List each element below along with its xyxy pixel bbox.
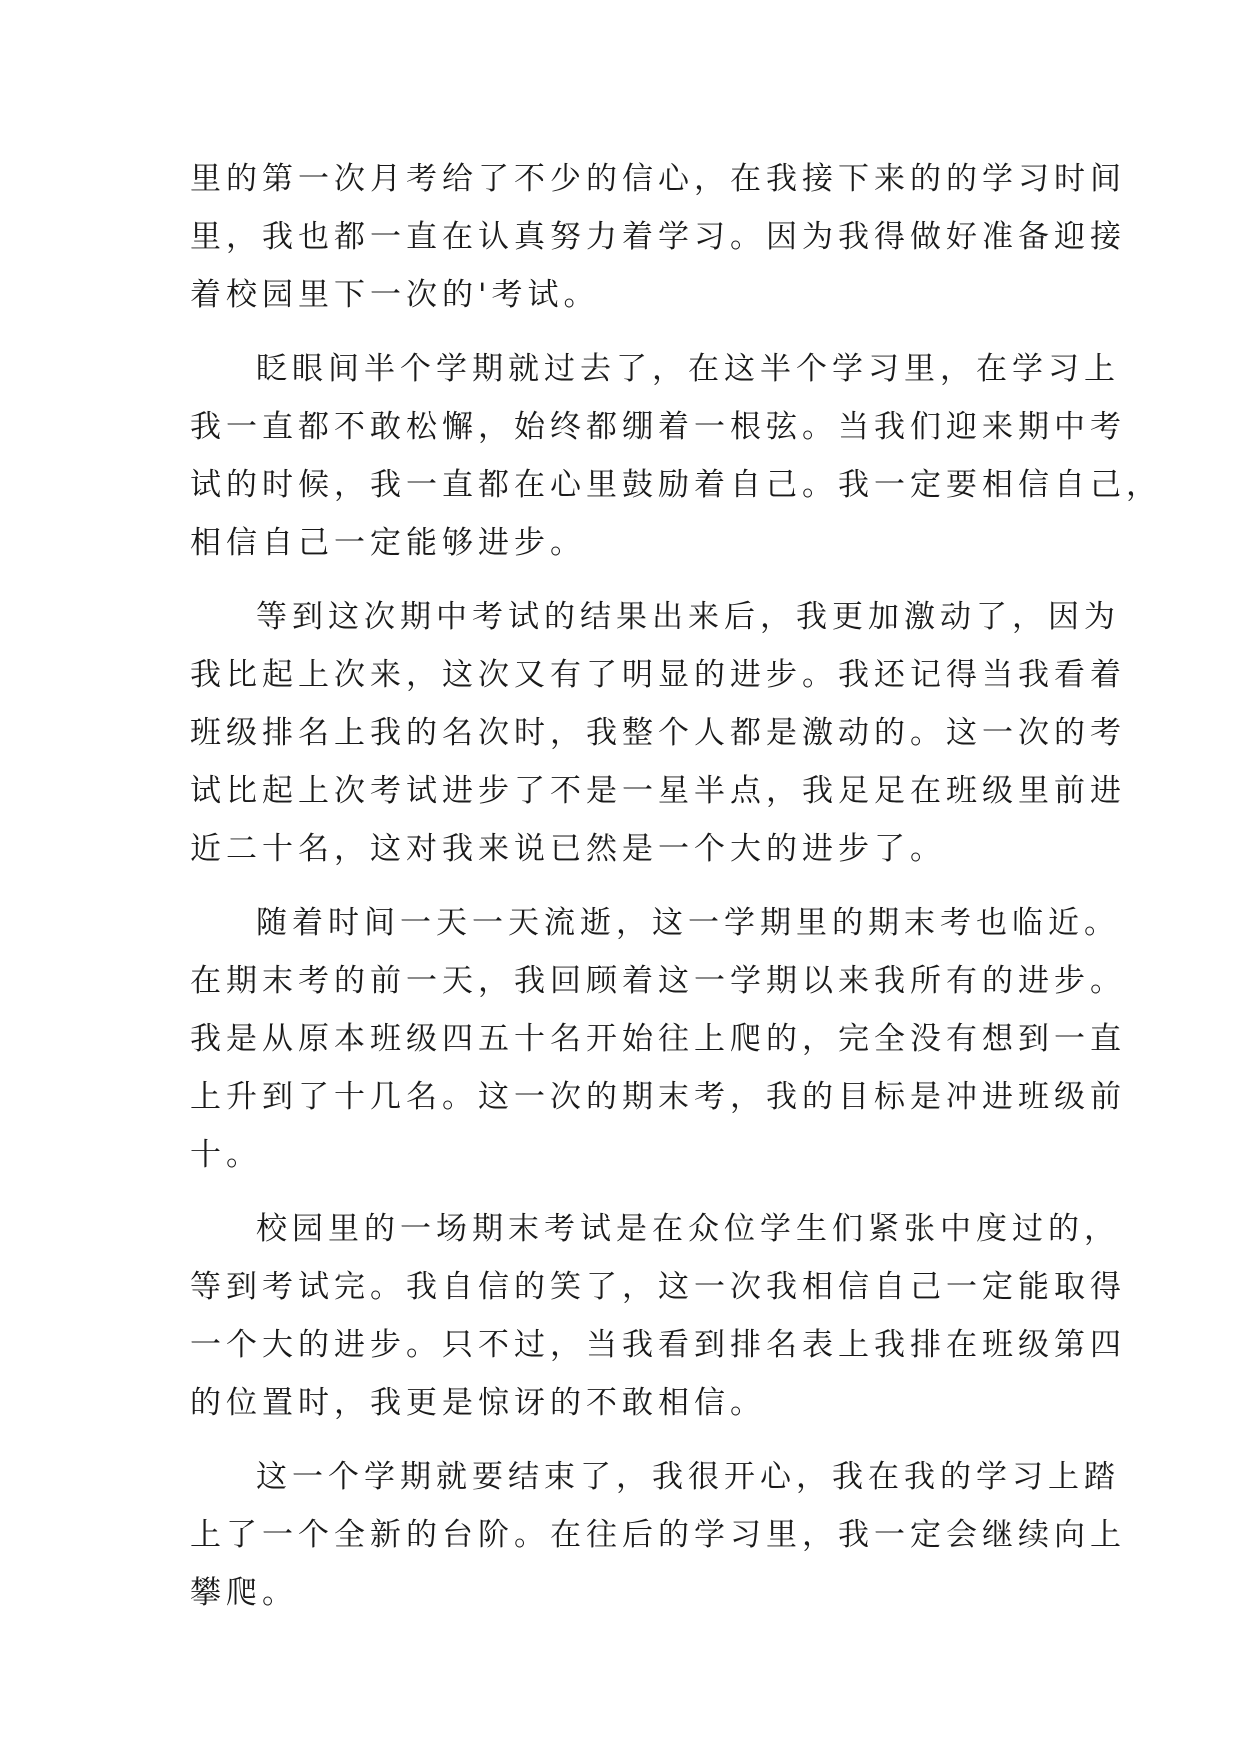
text-line: 我比起上次来，这次又有了明显的进步。我还记得当我看着 bbox=[190, 657, 1126, 693]
text-line: 随着时间一天一天流逝，这一学期里的期末考也临近。 bbox=[256, 905, 1120, 941]
text-line: 在期末考的前一天，我回顾着这一学期以来我所有的进步。 bbox=[190, 963, 1126, 999]
text-line: 上升到了十几名。这一次的期末考，我的目标是冲进班级前 bbox=[190, 1079, 1126, 1115]
text-line: 班级排名上我的名次时，我整个人都是激动的。这一次的考 bbox=[190, 715, 1126, 751]
text-line: 试比起上次考试进步了不是一星半点，我足足在班级里前进 bbox=[190, 773, 1126, 809]
text-line: 近二十名，这对我来说已然是一个大的进步了。 bbox=[190, 831, 946, 867]
text-line: 的位置时，我更是惊讶的不敢相信。 bbox=[190, 1385, 766, 1421]
text-line: 眨眼间半个学期就过去了，在这半个学习里，在学习上 bbox=[256, 351, 1120, 387]
text-line: 试的时候，我一直都在心里鼓励着自己。我一定要相信自己， bbox=[190, 467, 1162, 503]
text-line: 等到这次期中考试的结果出来后，我更加激动了，因为 bbox=[256, 599, 1120, 635]
paragraph-3 bbox=[190, 588, 1126, 878]
paragraph-4 bbox=[190, 894, 1126, 1184]
text-line: 十。 bbox=[190, 1137, 262, 1173]
text-line: 里的第一次月考给了不少的信心，在我接下来的的学习时间 bbox=[190, 161, 1126, 197]
text-line: 等到考试完。我自信的笑了，这一次我相信自己一定能取得 bbox=[190, 1269, 1126, 1305]
paragraph-6 bbox=[190, 1448, 1126, 1622]
paragraph-2 bbox=[190, 340, 1162, 572]
text-line: 相信自己一定能够进步。 bbox=[190, 525, 586, 561]
text-line: 我一直都不敢松懈，始终都绷着一根弦。当我们迎来期中考 bbox=[190, 409, 1126, 445]
text-line: 上了一个全新的台阶。在往后的学习里，我一定会继续向上 bbox=[190, 1517, 1126, 1553]
document-body bbox=[190, 150, 1162, 1638]
text-line: 着校园里下一次的'考试。 bbox=[190, 277, 600, 313]
text-line: 攀爬。 bbox=[190, 1575, 298, 1611]
text-line: 我是从原本班级四五十名开始往上爬的，完全没有想到一直 bbox=[190, 1021, 1126, 1057]
paragraph-1 bbox=[190, 150, 1126, 324]
text-line: 校园里的一场期末考试是在众位学生们紧张中度过的， bbox=[256, 1211, 1120, 1247]
text-line: 一个大的进步。只不过，当我看到排名表上我排在班级第四 bbox=[190, 1327, 1126, 1363]
paragraph-5 bbox=[190, 1200, 1126, 1432]
text-line: 这一个学期就要结束了，我很开心，我在我的学习上踏 bbox=[256, 1459, 1120, 1495]
text-line: 里，我也都一直在认真努力着学习。因为我得做好准备迎接 bbox=[190, 219, 1126, 255]
